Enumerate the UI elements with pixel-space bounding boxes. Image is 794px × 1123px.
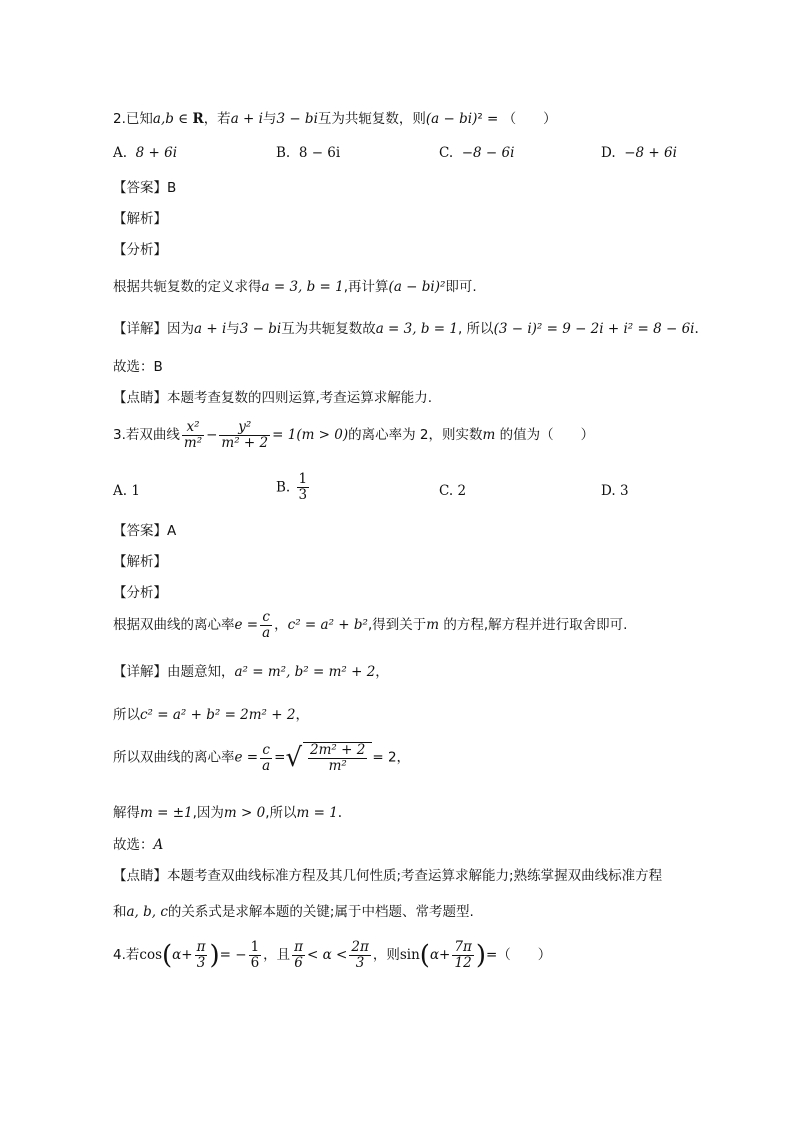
q2-option-a: A. 8 + 6i: [113, 145, 178, 161]
q3-comment-1: 【点睛】本题考查双曲线标准方程及其几何性质;考查运算求解能力;熟练掌握双曲线标准方程: [113, 868, 663, 884]
q3-option-b: B. $\frac{1}{3}$: [276, 471, 308, 503]
q2-stem-text3: 互为共轭复数，则: [317, 111, 426, 127]
q2-analysis: 根据共轭复数的定义求得a = 3, b = 1,再计算(a − bi)²即可.: [113, 279, 477, 295]
q2-detail: 【详解】因为a + i与3 − bi互为共轭复数故a = 3, b = 1, 所以(3 − i)² = 9 − 2i + i² = 8 − 6i.: [113, 321, 699, 337]
q4-stem: 4.若cos(α+ $\frac{\pi}{3}$ )= − $\frac{1}{6}$ ，且 $\frac{\pi}{6}$ < α < $\frac{2\pi}{3}$ ，则sin(α+ $\frac{7\pi}{12}$ )=（ ）: [113, 939, 552, 971]
q2-analysis-tag: 【分析】: [113, 242, 167, 258]
q2-stem-real-set: R: [192, 111, 204, 127]
q3-detail-1: 【详解】由题意知，a² = m², b² = m² + 2，: [113, 664, 389, 680]
q3-option-a: A. 1: [113, 483, 140, 499]
q3-option-d: D. 3: [601, 483, 629, 499]
q3-answer: 【答案】A: [113, 523, 177, 539]
q2-stem-expr2: 3 − bi: [276, 111, 318, 127]
q2-stem-ab: a,b ∈: [152, 111, 193, 127]
q3-detail-4: 解得m = ±1,因为m > 0,所以m = 1.: [113, 805, 343, 821]
q2-stem-expr1: a + i: [230, 111, 263, 127]
q3-detail-2: 所以c² = a² + b² = 2m² + 2，: [113, 707, 309, 723]
q2-stem-prefix: 2.已知: [113, 111, 153, 127]
q3-detail-3: 所以双曲线的离心率e = $\frac{c}{a}$ =√ $\frac{\text{2m² + 2}}{\text{m²}}$ = 2，: [113, 741, 411, 774]
q3-frac-x: $\frac{\text{x²}}{\text{m²}}$: [183, 419, 203, 451]
q2-answer: 【答案】B: [113, 180, 177, 196]
q3-analysis-tag: 【分析】: [113, 585, 167, 601]
q2-option-b: B. 8 − 6i: [276, 145, 341, 161]
q2-choose: 故选：B: [113, 359, 163, 375]
q2-stem-text1: ，若: [203, 111, 231, 127]
sqrt-icon: √: [285, 743, 303, 773]
q2-stem: [113, 107, 557, 127]
q2-stem-expr3: (a − bi): [425, 111, 478, 127]
q3-frac-y: $\frac{\text{y²}}{\text{m² + 2}}$: [221, 419, 269, 451]
q2-option-d: D. −8 + 6i: [601, 145, 677, 161]
q2-comment: 【点睛】本题考查复数的四则运算,考查运算求解能力.: [113, 390, 433, 406]
q3-option-c: C. 2: [439, 483, 467, 499]
q2-explain-tag: 【解析】: [113, 211, 167, 227]
q2-stem-text2: 与: [262, 111, 277, 127]
q2-stem-text4: ² = （ ）: [477, 111, 557, 127]
q3-comment-2: 和a, b, c的关系式是求解本题的关键;属于中档题、常考题型.: [113, 904, 474, 920]
q3-choose: 故选：A: [113, 837, 164, 853]
q3-analysis: 根据双曲线的离心率e = $\frac{c}{a}$ ，c² = a² + b²,得到关于m 的方程,解方程并进行取舍即可.: [113, 609, 628, 641]
q3-stem: 3.若双曲线 $\frac{\text{x²}}{\text{m²}}$ − $\frac{\text{y²}}{\text{m² + 2}}$ = 1(m > 0)的离心率为 2，则实数m 的值为（ ）: [113, 419, 595, 451]
q3-explain-tag: 【解析】: [113, 554, 167, 570]
q2-option-c: C. −8 − 6i: [439, 145, 515, 161]
